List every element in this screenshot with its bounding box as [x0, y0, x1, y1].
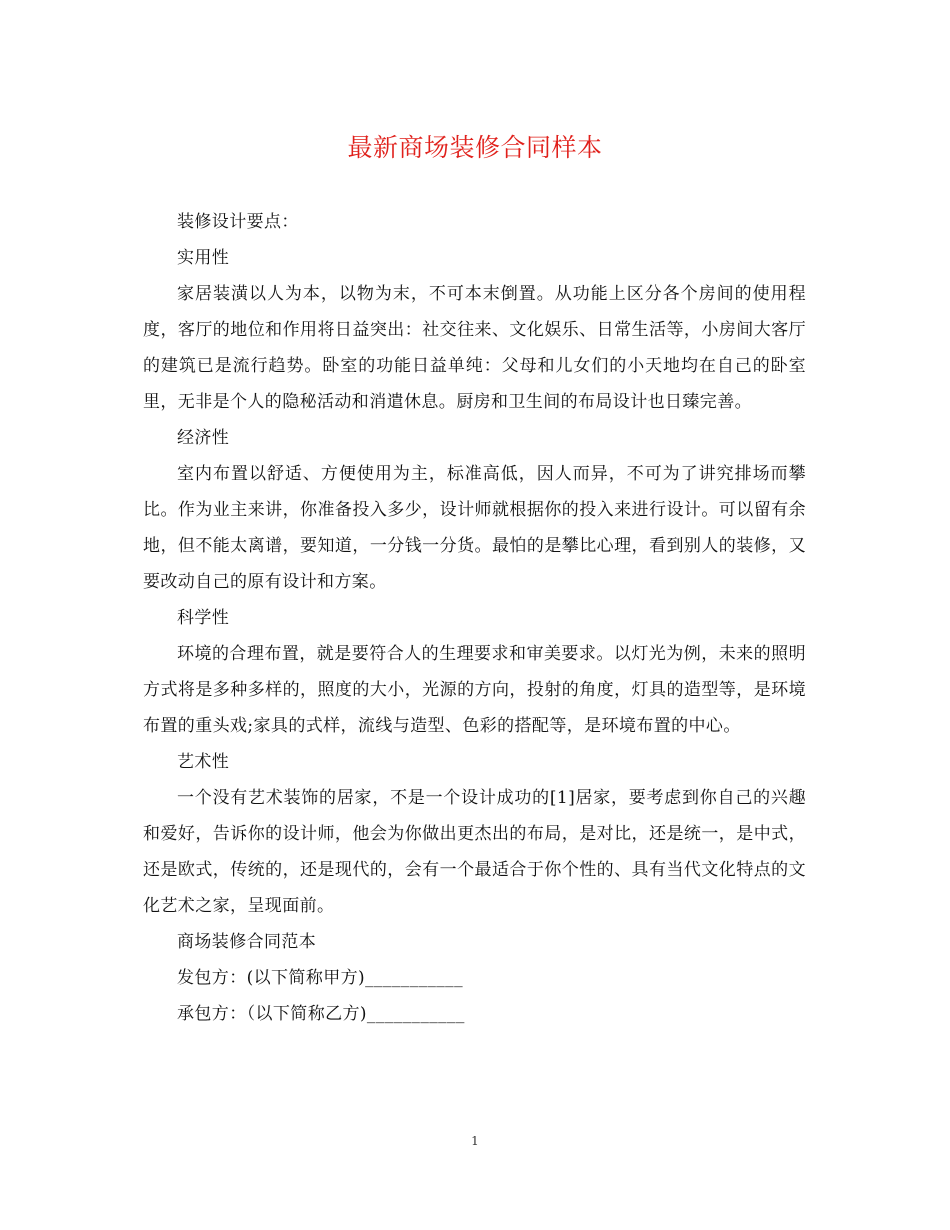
party-a-line: 发包方：(以下简称甲方)___________ [177, 968, 463, 988]
section-heading-artistry: 艺术性 [177, 752, 230, 772]
section-heading-science: 科学性 [177, 608, 230, 628]
document-body [143, 204, 806, 1032]
section-heading-practicality: 实用性 [177, 248, 230, 268]
paragraph-practicality: 家居装潢以人为本，以物为末，不可本末倒置。从功能上区分各个房间的使用程度，客厅的地位和作用将日益突出：社交往来、文化娱乐、日常生活等，小房间大客厅的建筑已是流行趋势。卧室的功能日益单纯：父母和儿女们的小天地均在自己的卧室里，无非是个人的隐秘活动和消遣休息。厨房和卫生间的布局设计也日臻完善。 [143, 284, 806, 412]
section-heading-contract-template: 商场装修合同范本 [177, 932, 317, 952]
paragraph-economy: 室内布置以舒适、方便使用为主，标准高低，因人而异，不可为了讲究排场而攀比。作为业主来讲，你准备投入多少，设计师就根据你的投入来进行设计。可以留有余地，但不能太离谱，要知道，一分钱一分货。最怕的是攀比心理，看到别人的装修，又要改动自己的原有设计和方案。 [143, 464, 806, 592]
page-number: 1 [471, 1134, 479, 1148]
document-title: 最新商场装修合同样本 [347, 133, 603, 162]
section-heading-design-points: 装修设计要点： [177, 212, 299, 232]
paragraph-science: 环境的合理布置，就是要符合人的生理要求和审美要求。以灯光为例，未来的照明方式将是多种多样的，照度的大小，光源的方向，投射的角度，灯具的造型等，是环境布置的重头戏;家具的式样，流线与造型、色彩的搭配等，是环境布置的中心。 [143, 644, 806, 736]
paragraph-artistry: 一个没有艺术装饰的居家，不是一个设计成功的[1]居家，要考虑到你自己的兴趣和爱好，告诉你的设计师，他会为你做出更杰出的布局，是对比，还是统一，是中式，还是欧式，传统的，还是现代的，会有一个最适合于你个性的、具有当代文化特点的文化艺术之家，呈现面前。 [143, 788, 806, 916]
party-b-line: 承包方：（以下简称乙方)___________ [177, 1004, 465, 1024]
section-heading-economy: 经济性 [177, 428, 230, 448]
